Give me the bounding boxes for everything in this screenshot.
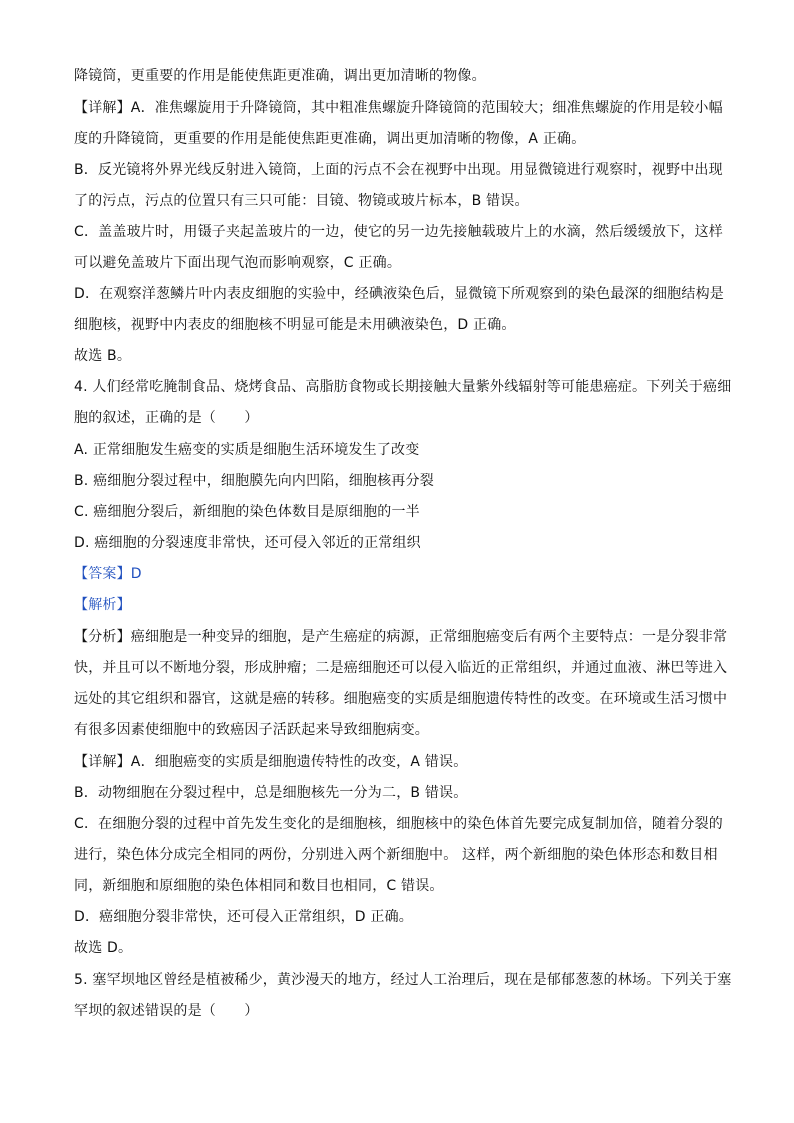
text-line: B．反光镜将外界光线反射进入镜筒，上面的污点不会在视野中出现。用显微镜进行观察时，视野中出现	[74, 162, 723, 178]
text-line: D．癌细胞分裂非常快，还可侵入正常组织，D 正确。	[74, 909, 414, 925]
text-line: C．盖盖玻片时，用镊子夹起盖玻片的一边，使它的另一边先接触载玻片上的水滴，然后缓缓放下，这样	[74, 224, 723, 240]
question-4-stem: 胞的叙述，正确的是（ ）	[74, 410, 259, 426]
text-line: D．在观察洋葱鳞片叶内表皮细胞的实验中，经碘液染色后，显微镜下所观察到的染色最深的细胞结构是	[74, 286, 724, 302]
text-line: 故选 B。	[74, 348, 132, 364]
text-line: 故选 D。	[74, 940, 133, 956]
question-5-stem: 罕坝的叙述错误的是（ ）	[74, 1003, 259, 1019]
option-c: C. 癌细胞分裂后，新细胞的染色体数目是原细胞的一半	[74, 504, 420, 520]
text-line: 同，新细胞和原细胞的染色体相同和数目也相同，C 错误。	[74, 878, 444, 894]
analysis-heading: 【解析】	[74, 597, 131, 613]
question-5-stem: 5. 塞罕坝地区曾经是植被稀少，黄沙漫天的地方，经过人工治理后，现在是郁郁葱葱的林场。下列关于塞	[74, 972, 732, 988]
option-b: B. 癌细胞分裂过程中，细胞膜先向内凹陷，细胞核再分裂	[74, 473, 434, 489]
text-line: 细胞核，视野中内表皮的细胞核不明显可能是未用碘液染色，D 正确。	[74, 317, 516, 333]
text-line: 度的升降镜筒，更重要的作用是能使焦距更准确，调出更加清晰的物像，A 正确。	[74, 131, 586, 147]
text-line: 远处的其它组织和器官，这就是癌的转移。细胞癌变的实质是细胞遗传特性的改变。在环境或生活习惯中	[74, 691, 728, 707]
answer-line: 【答案】D	[74, 566, 142, 582]
text-line: C．在细胞分裂的过程中首先发生变化的是细胞核，细胞核中的染色体首先要完成复制加倍，随着分裂的	[74, 816, 723, 832]
question-4-stem: 4. 人们经常吃腌制食品、烧烤食品、高脂肪食物或长期接触大量紫外线辐射等可能患癌症。下列关于癌细	[74, 379, 732, 395]
text-line: 进行，染色体分成完全相同的两份，分别进入两个新细胞中。 这样，两个新细胞的染色体形态和数目相	[74, 847, 718, 863]
option-d: D. 癌细胞的分裂速度非常快，还可侵入邻近的正常组织	[74, 535, 421, 551]
text-line: 了的污点，污点的位置只有三只可能：目镜、物镜或玻片标本，B 错误。	[74, 193, 529, 209]
text-line: 快，并且可以不断地分裂，形成肿瘤；二是癌细胞还可以侵入临近的正常组织，并通过血液、淋巴等进入	[74, 660, 728, 676]
text-line: 可以避免盖玻片下面出现气泡而影响观察，C 正确。	[74, 255, 402, 271]
text-line: 有很多因素使细胞中的致癌因子活跃起来导致细胞病变。	[74, 722, 429, 738]
text-line: B．动物细胞在分裂过程中，总是细胞核先一分为二，B 错误。	[74, 785, 468, 801]
text-line: 降镜筒，更重要的作用是能使焦距更准确，调出更加清晰的物像。	[74, 68, 486, 84]
text-line: 【详解】A．准焦螺旋用于升降镜筒，其中粗准焦螺旋升降镜筒的范围较大；细准焦螺旋的作用是较小幅	[74, 100, 723, 116]
text-line: 【详解】A．细胞癌变的实质是细胞遗传特性的改变，A 错误。	[74, 754, 468, 770]
text-line: 【分析】癌细胞是一种变异的细胞，是产生癌症的病源，正常细胞癌变后有两个主要特点：一是分裂非常	[74, 629, 728, 645]
option-a: A. 正常细胞发生癌变的实质是细胞生活环境发生了改变	[74, 442, 420, 458]
